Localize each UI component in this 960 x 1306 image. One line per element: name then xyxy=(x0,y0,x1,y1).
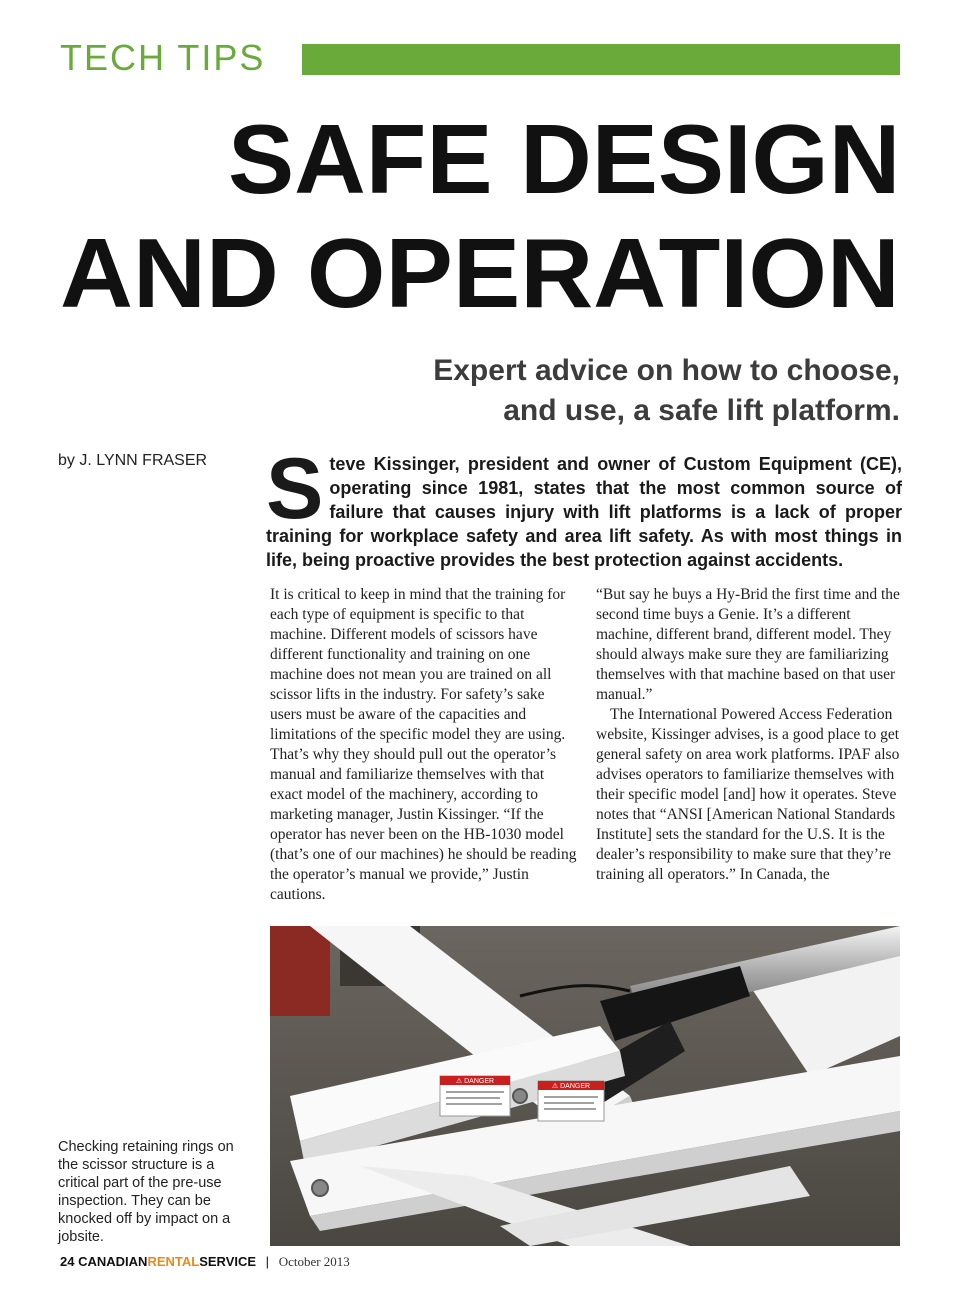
body-paragraph: “But say he buys a Hy-Brid the first time and the second time buys a Genie. It’s a different machine, different brand, different model. They should always make sure they are familiarizing themselves with that machine based on that user manual.” xyxy=(596,586,900,703)
scissor-lift-illustration xyxy=(270,926,900,1246)
intro-paragraph xyxy=(266,441,902,572)
danger-label-2 xyxy=(538,1081,604,1121)
body-column-left xyxy=(270,585,578,905)
deck-line-1: Expert advice on how to choose, xyxy=(433,354,900,387)
brand-service: SERVICE xyxy=(199,1254,257,1269)
body-paragraph: It is critical to keep in mind that the training for each type of equipment is specific to that machine. Different models of scissors have different functionality and training on one machine does not mean you are trained on all scissor lifts in the industry. For safety’s sake users must be aware of the capacities and limitations of the specific model they are using. That’s why they should pull out the operator’s manual and familiarize themselves with that exact model of the machinery, according to marketing manager, Justin Kissinger. “If the operator has never been on the HB-1030 model (that’s one of our machines) he should be reading the operator’s manual we provide,” Justin cautions. xyxy=(270,586,577,903)
drop-cap: S xyxy=(266,441,324,537)
page-number: 24 xyxy=(60,1254,75,1269)
danger-label-1-text: ⚠ DANGER xyxy=(455,1078,495,1085)
danger-label-2-text: ⚠ DANGER xyxy=(551,1083,591,1090)
scissor-lift-photo xyxy=(270,926,900,1246)
danger-label-1 xyxy=(440,1076,510,1116)
intro-text: teve Kissinger, president and owner of Custom Equipment (CE), operating since 1981, states that the most common source of failure that causes injury with lift platforms is a lack of proper training for workplace safety and area lift safety. As with most things in life, being proactive provides the best protection against accidents. xyxy=(266,454,902,570)
headline-line-2: AND OPERATION xyxy=(60,218,900,328)
deck xyxy=(340,351,900,431)
brand-canadian: CANADIAN xyxy=(78,1254,148,1269)
page-footer xyxy=(60,1254,350,1270)
deck-line-2: and use, a safe lift platform. xyxy=(503,394,900,427)
body-column-right xyxy=(596,585,904,885)
section-bar xyxy=(302,44,900,75)
headline-line-1: SAFE DESIGN xyxy=(228,104,901,214)
byline: by J. LYNN FRASER xyxy=(58,452,208,469)
photo-caption: Checking retaining rings on the scissor structure is a critical part of the pre-use inspection. They can be knocked off by impact on a jobsite. xyxy=(58,1139,234,1245)
section-label: TECH TIPS xyxy=(60,37,266,78)
footer-separator: | xyxy=(265,1254,270,1269)
issue-date: October 2013 xyxy=(278,1254,350,1269)
brand-rental: RENTAL xyxy=(147,1254,200,1269)
body-paragraph: The International Powered Access Federation website, Kissinger advises, is a good place to get general safety on area work platforms. IPAF also advises operators to familiarize themselves with their specific model [and] how it operates. Steve notes that “ANSI [American National Standards Institute] sets the standard for the U.S. It is the dealer’s responsibility to make sure that they’re training all operators.” In Canada, the xyxy=(596,706,900,883)
